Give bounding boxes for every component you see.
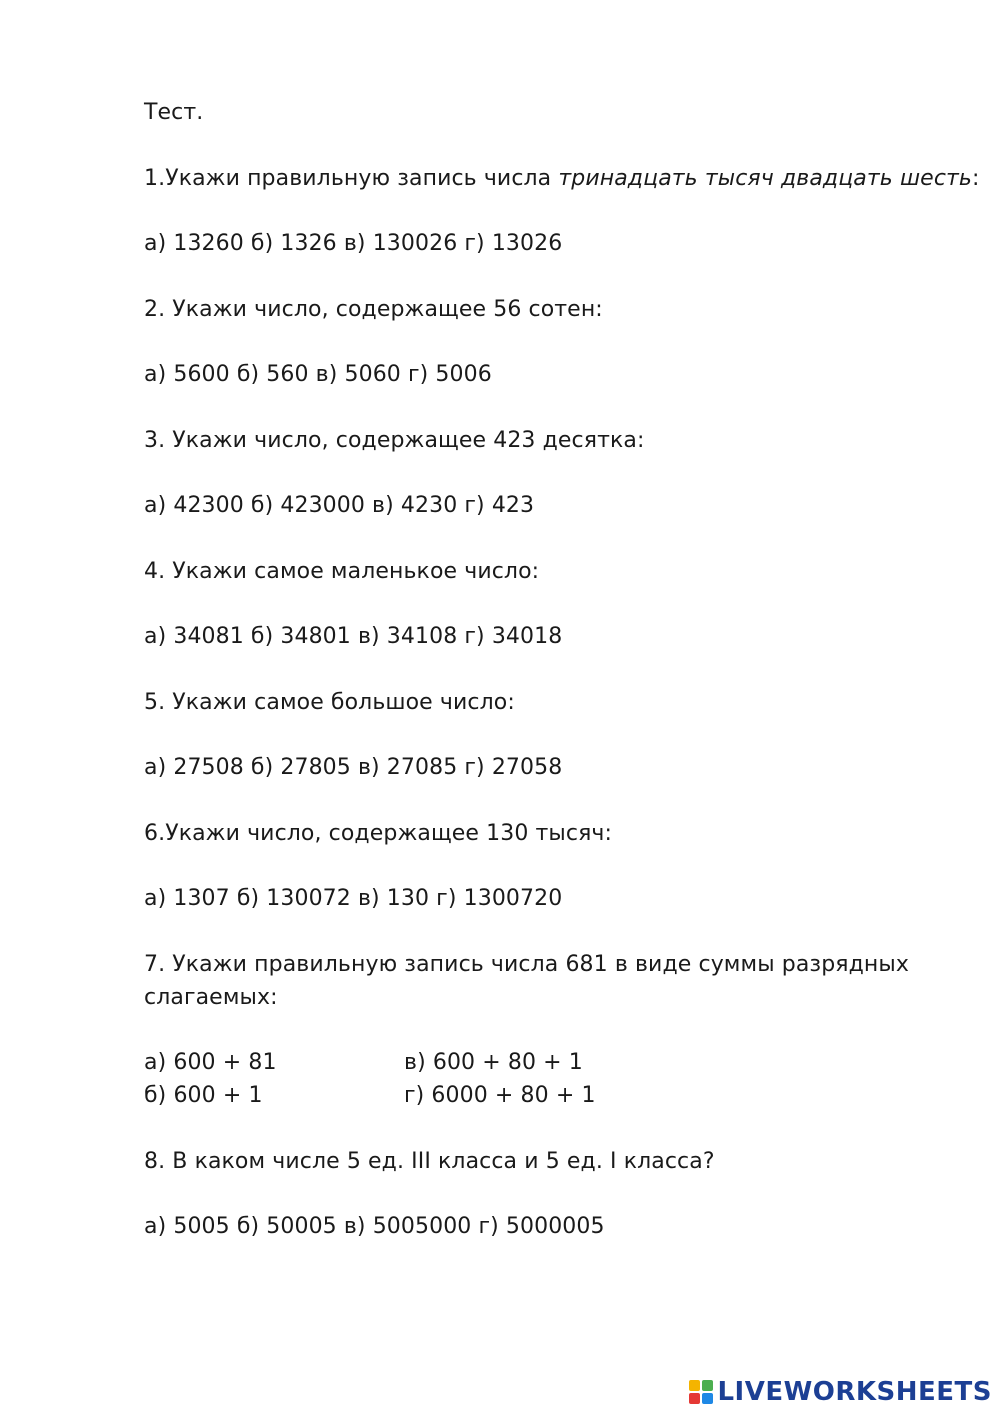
logo-block	[702, 1393, 713, 1404]
logo-block	[689, 1393, 700, 1404]
question-2-prompt: 2. Укажи число, содержащее 56 сотен:	[144, 297, 603, 322]
question-7-option-b: б) 600 + 1	[144, 1083, 263, 1108]
question-5-prompt: 5. Укажи самое большое число:	[144, 690, 515, 715]
question-6-options: а) 1307 б) 130072 в) 130 г) 1300720	[144, 886, 563, 911]
question-1-prompt-suffix: :	[972, 166, 980, 191]
question-1-prompt	[144, 162, 980, 195]
question-7-option-v: в) 600 + 80 + 1	[404, 1050, 583, 1075]
logo-block	[689, 1380, 700, 1391]
logo-blocks-icon	[689, 1380, 713, 1404]
question-1-prompt-number-words: тринадцать тысяч двадцать шесть	[558, 166, 972, 191]
question-1-prompt-prefix: 1.Укажи правильную запись числа	[144, 166, 559, 191]
question-7-option-g: г) 6000 + 80 + 1	[404, 1083, 596, 1108]
question-8-options: а) 5005 б) 50005 в) 5005000 г) 5000005	[144, 1214, 605, 1239]
question-4-prompt: 4. Укажи самое маленькое число:	[144, 559, 540, 584]
question-8-prompt: 8. В каком числе 5 ед. III класса и 5 ед. I класса?	[144, 1149, 715, 1174]
question-1-options: а) 13260 б) 1326 в) 130026 г) 13026	[144, 231, 563, 256]
question-4-options: а) 34081 б) 34801 в) 34108 г) 34018	[144, 624, 563, 649]
liveworksheets-logo[interactable]	[689, 1375, 992, 1409]
question-7-prompt-line-2: слагаемых:	[144, 985, 278, 1010]
test-title: Тест.	[144, 100, 204, 125]
question-6-prompt: 6.Укажи число, содержащее 130 тысяч:	[144, 821, 613, 846]
logo-text: LIVEWORKSHEETS	[717, 1377, 992, 1407]
question-2-options: а) 5600 б) 560 в) 5060 г) 5006	[144, 362, 492, 387]
question-3-prompt: 3. Укажи число, содержащее 423 десятка:	[144, 428, 645, 453]
question-7-option-a: а) 600 + 81	[144, 1050, 277, 1075]
question-5-options: а) 27508 б) 27805 в) 27085 г) 27058	[144, 755, 563, 780]
question-7-prompt-line-1: 7. Укажи правильную запись числа 681 в виде суммы разрядных	[144, 952, 909, 977]
question-3-options: а) 42300 б) 423000 в) 4230 г) 423	[144, 493, 535, 518]
logo-block	[702, 1380, 713, 1391]
